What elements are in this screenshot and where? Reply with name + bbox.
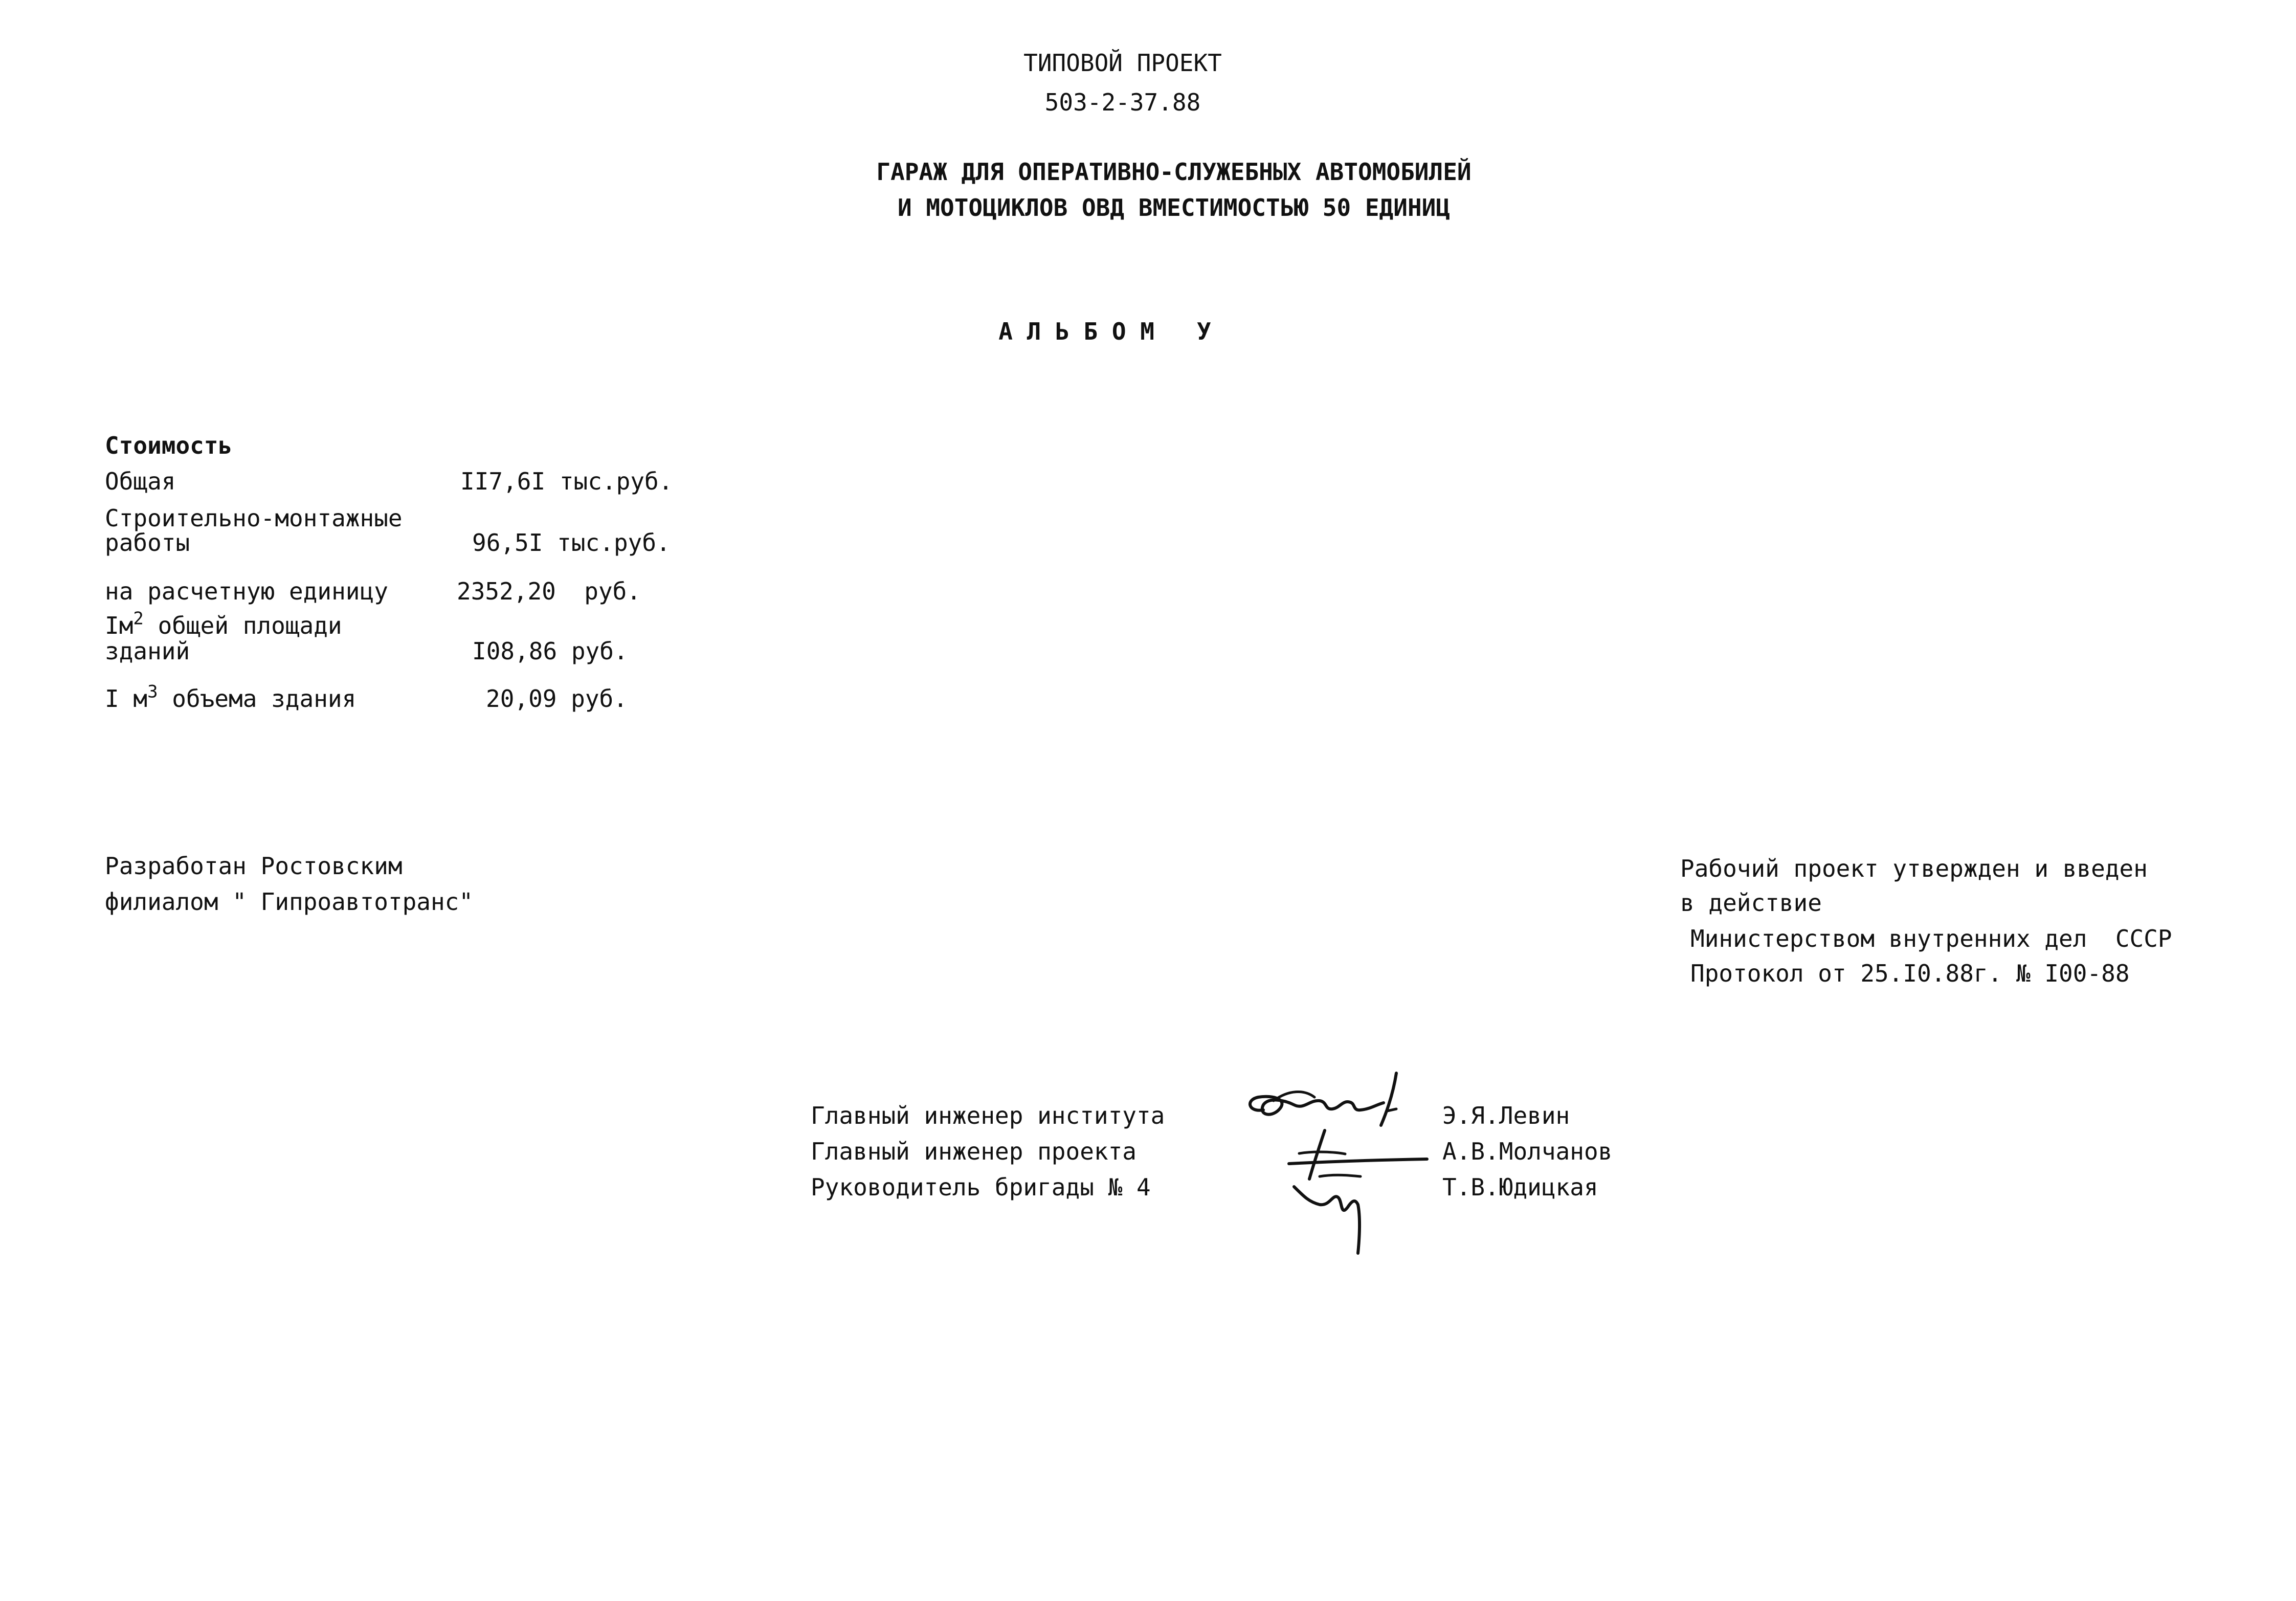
- developer-line-2: филиалом " Гипроавтотранс": [105, 888, 474, 916]
- cost-label-continued: зданий: [105, 637, 190, 665]
- signatory-name: Э.Я.Левин: [1442, 1102, 1570, 1129]
- approval-line-4: Протокол от 25.I0.88г. № I00-88: [1690, 960, 2130, 987]
- cost-label: Общая: [105, 468, 176, 495]
- handwritten-signature-3: [1284, 1176, 1391, 1258]
- cost-label-suffix: общей площади: [143, 612, 342, 639]
- signatory-name: А.В.Молчанов: [1442, 1138, 1613, 1165]
- cost-label: на расчетную единицу: [105, 577, 388, 605]
- project-number: 503-2-37.88: [1044, 88, 1201, 116]
- album-number: А Л Ь Б О М У: [998, 318, 1211, 345]
- cost-label-continued: работы: [105, 529, 190, 557]
- approval-line-3: Министерством внутренних дел СССР: [1690, 925, 2172, 952]
- cost-heading: Стоимость: [105, 432, 233, 459]
- signatory-name: Т.В.Юдицкая: [1442, 1173, 1598, 1201]
- document-title-line-1: ГАРАЖ ДЛЯ ОПЕРАТИВНО-СЛУЖЕБНЫХ АВТОМОБИЛЕЙ: [876, 158, 1472, 186]
- signature-role: Руководитель бригады № 4: [811, 1173, 1151, 1201]
- signature-role: Главный инженер проекта: [811, 1138, 1136, 1165]
- superscript: 2: [133, 608, 144, 629]
- developer-line-1: Разработан Ростовским: [105, 852, 403, 880]
- cost-label: [105, 681, 356, 713]
- project-type-label: ТИПОВОЙ ПРОЕКТ: [1023, 49, 1222, 77]
- cost-label: [105, 608, 342, 639]
- approval-line-2: в действие: [1680, 889, 1822, 917]
- cost-value: 20,09 руб.: [486, 685, 628, 713]
- cost-value: 96,5I тыс.руб.: [472, 529, 671, 557]
- cost-value: II7,6I тыс.руб.: [460, 468, 673, 495]
- signature-role: Главный инженер института: [811, 1102, 1165, 1129]
- cost-label-prefix: I м: [105, 685, 148, 713]
- cost-value: I08,86 руб.: [472, 637, 628, 665]
- cost-label: Строительно-монтажные: [105, 504, 403, 532]
- cost-label-prefix: Iм: [105, 612, 133, 639]
- cost-label-suffix: объема здания: [158, 685, 356, 713]
- cost-value: 2352,20 руб.: [457, 577, 641, 605]
- document-title-line-2: И МОТОЦИКЛОВ ОВД ВМЕСТИМОСТЬЮ 50 ЕДИНИЦ: [897, 194, 1451, 221]
- approval-line-1: Рабочий проект утвержден и введен: [1680, 855, 2148, 882]
- superscript: 3: [147, 681, 158, 702]
